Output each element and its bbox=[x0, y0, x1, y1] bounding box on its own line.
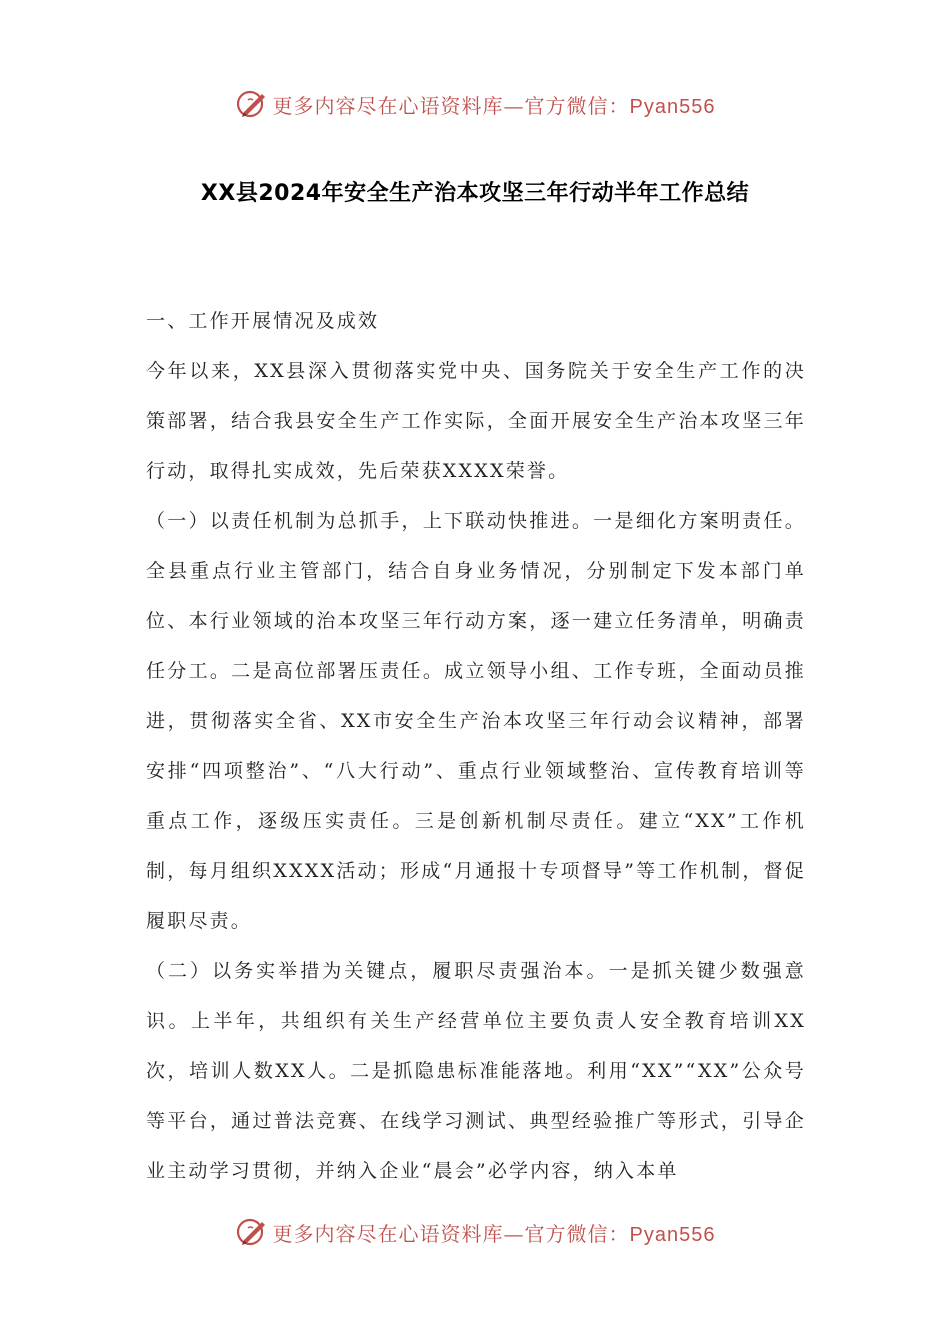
section-heading: 一、工作开展情况及成效 bbox=[146, 310, 380, 332]
watermark-text: 更多内容尽在心语资料库—官方微信：Pyan556 bbox=[272, 1221, 716, 1246]
wechat-id: Pyan556 bbox=[629, 1223, 716, 1246]
document-title: XX县2024年安全生产治本攻坚三年行动半年工作总结 bbox=[200, 181, 750, 206]
paragraph-responsibility: （一）以责任机制为总抓手，上下联动快推进。一是细化方案明责任。全县重点行业主管部门，结合自身业务情况，分别制定下发本部门单位、本行业领域的治本攻坚三年行动方案，逐一建立任务清单，明确责任分工。二是高位部署压责任。成立领导小组、工作专班，全面动员推进，贯彻落实全省、XX市安全生产治本攻坚三年行动会议精神，部署安排“四项整治”、“八大行动”、重点行业领域整治、宣传教育培训等重点工作，逐级压实责任。三是创新机制尽责任。建立“XX”工作机制，每月组织XXXX活动；形成“月通报十专项督导”等工作机制，督促履职尽责。 bbox=[146, 510, 806, 932]
watermark-banner-top bbox=[0, 84, 950, 124]
watermark-banner-bottom bbox=[0, 1212, 950, 1252]
wechat-id: Pyan556 bbox=[629, 95, 716, 118]
document-body bbox=[146, 296, 806, 1196]
pen-logo-icon bbox=[235, 87, 269, 121]
pen-logo-icon bbox=[235, 1215, 269, 1249]
paragraph-intro: 今年以来，XX县深入贯彻落实党中央、国务院关于安全生产工作的决策部署，结合我县安全生产工作实际，全面开展安全生产治本攻坚三年行动，取得扎实成效，先后荣获XXXX荣誉。 bbox=[146, 360, 806, 482]
paragraph-measures: （二）以务实举措为关键点，履职尽责强治本。一是抓关键少数强意识。上半年，共组织有关生产经营单位主要负责人安全教育培训XX次，培训人数XX人。二是抓隐患标准能落地。利用“XX”“XX”公众号等平台，通过普法竞赛、在线学习测试、典型经验推广等形式，引导企业主动学习贯彻，并纳入企业“晨会”必学内容，纳入本单 bbox=[146, 960, 806, 1182]
watermark-text: 更多内容尽在心语资料库—官方微信：Pyan556 bbox=[272, 93, 716, 118]
